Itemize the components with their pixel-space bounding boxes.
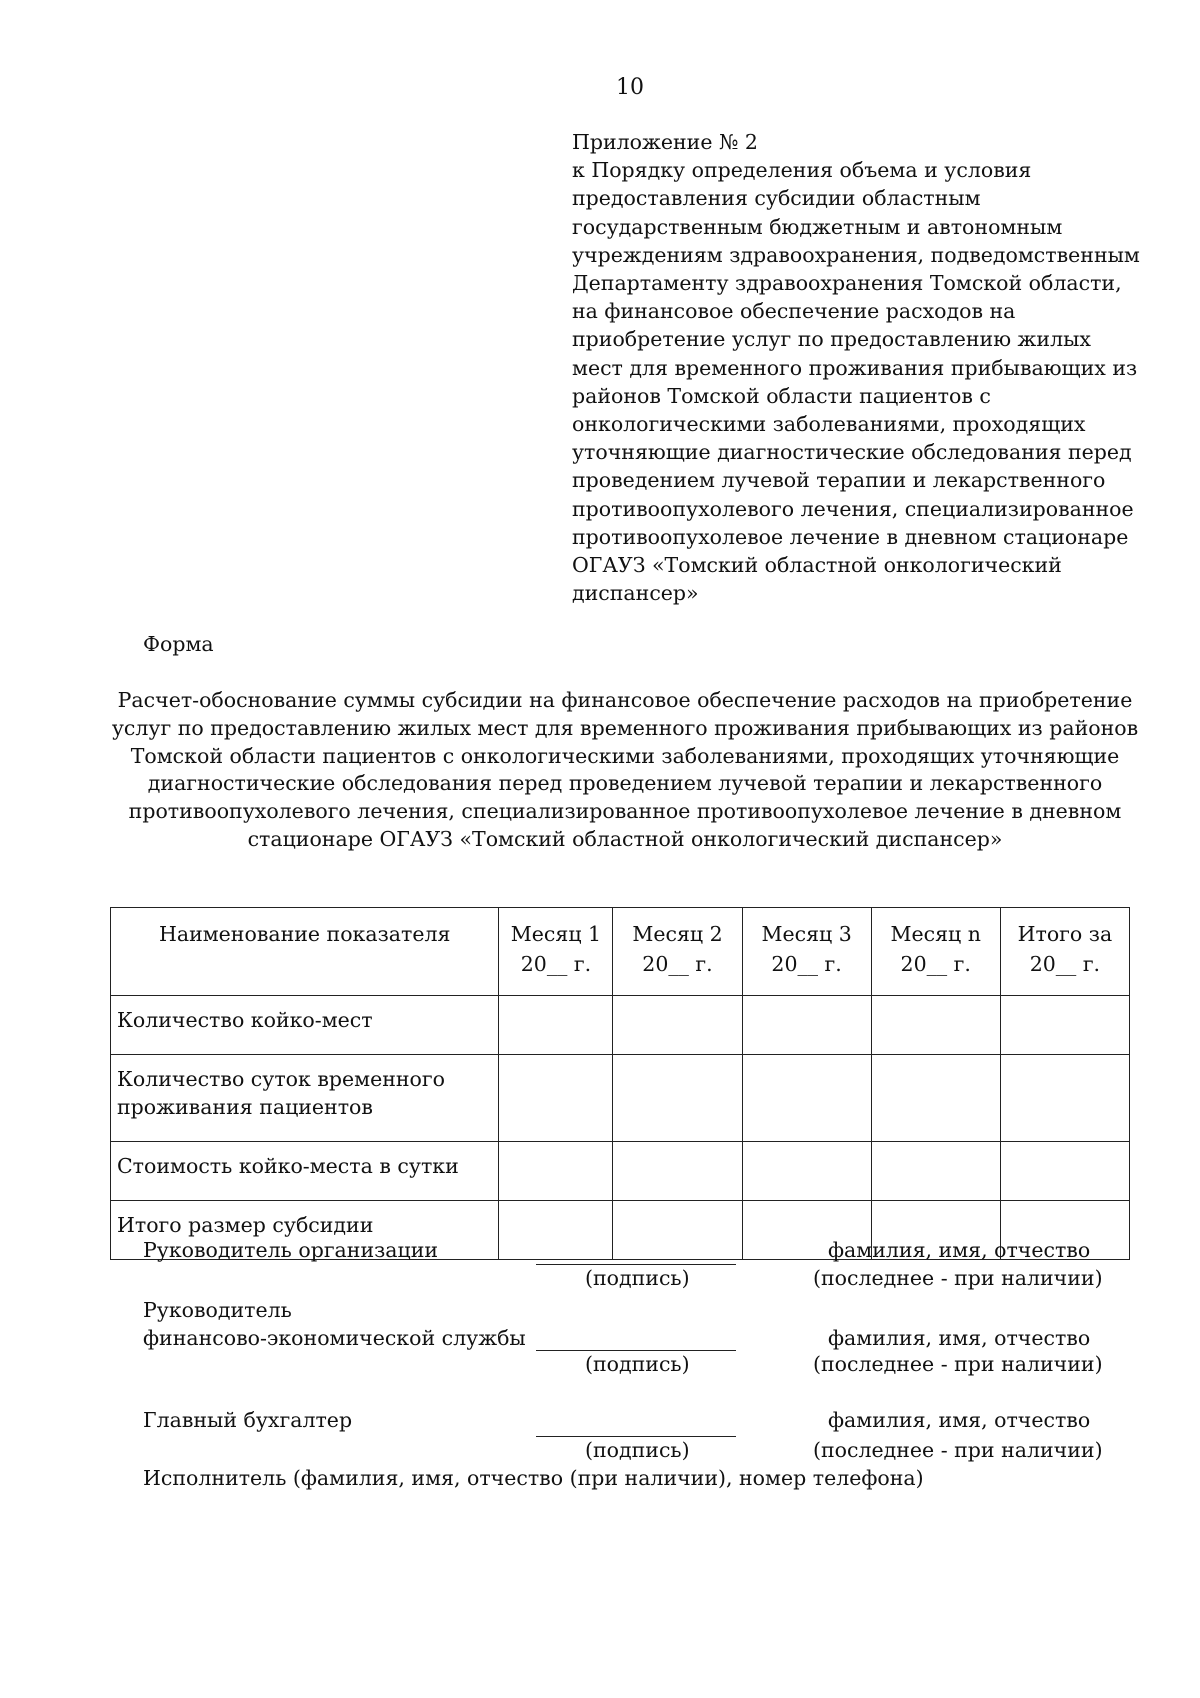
title-line: стационаре ОГАУЗ «Томский областной онкологический диспансер»	[247, 826, 1003, 851]
signature-caption: (подпись)	[585, 1352, 690, 1376]
document-title	[110, 687, 1140, 854]
table-cell	[871, 1142, 1000, 1201]
table-cell	[613, 996, 742, 1055]
title-line: Томской области пациентов с онкологическими заболеваниями, проходящих уточняющие	[130, 743, 1120, 768]
appendix-line: противоопухолевое лечение в дневном стационаре	[572, 524, 1129, 549]
header-month-1: Месяц 1 20__ г.	[499, 908, 613, 996]
signature-line	[536, 1436, 736, 1437]
table-cell	[613, 1142, 742, 1201]
indicators-table	[110, 907, 1130, 1260]
name-caption-note: (последнее - при наличии)	[813, 1352, 1103, 1376]
appendix-line: противоопухолевого лечения, специализированное	[572, 496, 1134, 521]
appendix-line: приобретение услуг по предоставлению жилых	[572, 327, 1091, 352]
table-row	[111, 1142, 1130, 1201]
appendix-line: предоставления субсидии областным	[572, 186, 981, 211]
appendix-header	[572, 128, 1140, 607]
table-row	[111, 996, 1130, 1055]
table-cell	[1000, 996, 1129, 1055]
table-cell	[1000, 1055, 1129, 1142]
table-cell	[742, 1055, 871, 1142]
appendix-line: Департаменту здравоохранения Томской области,	[572, 271, 1122, 296]
table-cell	[742, 1142, 871, 1201]
appendix-line: диспансер»	[572, 581, 699, 606]
header-indicator-name: Наименование показателя	[111, 908, 499, 996]
header-month-2: Месяц 2 20__ г.	[613, 908, 742, 996]
name-caption: фамилия, имя, отчество	[828, 1408, 1091, 1432]
header-month-n: Месяц n 20__ г.	[871, 908, 1000, 996]
title-line: диагностические обследования перед проведением лучевой терапии и лекарственного	[147, 771, 1103, 796]
appendix-line: проведением лучевой терапии и лекарственного	[572, 468, 1106, 493]
signature-accountant-title: Главный бухгалтер	[143, 1408, 353, 1432]
table-cell	[499, 996, 613, 1055]
table-cell	[1000, 1142, 1129, 1201]
executor-line: Исполнитель (фамилия, имя, отчество (при наличии), номер телефона)	[143, 1466, 924, 1490]
appendix-line: Приложение № 2	[572, 130, 758, 154]
table-cell	[499, 1201, 613, 1260]
table-cell	[613, 1055, 742, 1142]
table-cell	[871, 1055, 1000, 1142]
title-line: Расчет-обоснование суммы субсидии на финансовое обеспечение расходов на приобретение	[117, 688, 1133, 712]
row-label-bed-cost: Стоимость койко-места в сутки	[111, 1142, 499, 1201]
table-cell	[499, 1055, 613, 1142]
table-cell	[613, 1201, 742, 1260]
title-line: противоопухолевого лечения, специализированное противоопухолевое лечение в дневном	[128, 799, 1122, 824]
table-header-row	[111, 908, 1130, 996]
page-number: 10	[616, 75, 644, 100]
table-cell	[871, 996, 1000, 1055]
header-month-3: Месяц 3 20__ г.	[742, 908, 871, 996]
name-caption-note: (последнее - при наличии)	[813, 1266, 1103, 1290]
appendix-line: районов Томской области пациентов с	[572, 383, 991, 408]
appendix-line: к Порядку определения объема и условия	[572, 158, 1032, 183]
title-line: услуг по предоставлению жилых мест для временного проживания прибывающих из районов	[111, 715, 1139, 740]
signature-head-title: Руководитель организации	[143, 1238, 439, 1262]
appendix-line: ОГАУЗ «Томский областной онкологический	[572, 553, 1062, 578]
appendix-line: мест для временного проживания прибывающих из	[572, 355, 1138, 380]
table-cell	[499, 1142, 613, 1201]
appendix-line: онкологическими заболеваниями, проходящих	[572, 412, 1086, 437]
table-cell	[742, 996, 871, 1055]
appendix-line: государственным бюджетным и автономным	[572, 214, 1063, 239]
name-caption-note: (последнее - при наличии)	[813, 1438, 1103, 1462]
row-label-days-count: Количество суток временного проживания пациентов	[111, 1055, 499, 1142]
appendix-line: учреждениям здравоохранения, подведомственным	[572, 242, 1140, 267]
signature-finance-title: Руководитель	[143, 1298, 292, 1322]
appendix-line: уточняющие диагностические обследования перед	[572, 440, 1132, 465]
signature-finance-title-2: финансово-экономической службы	[143, 1326, 526, 1350]
appendix-line: на финансовое обеспечение расходов на	[572, 299, 1016, 324]
name-caption: фамилия, имя, отчество	[828, 1326, 1091, 1350]
table-row	[111, 1055, 1130, 1142]
row-label-subsidy-total: Итого размер субсидии	[111, 1201, 499, 1260]
header-total: Итого за 20__ г.	[1000, 908, 1129, 996]
signature-caption: (подпись)	[585, 1438, 690, 1462]
signature-line	[536, 1264, 736, 1265]
signature-caption: (подпись)	[585, 1266, 690, 1290]
signature-line	[536, 1350, 736, 1351]
form-label: Форма	[143, 632, 214, 656]
row-label-bed-count: Количество койко-мест	[111, 996, 499, 1055]
name-caption: фамилия, имя, отчество	[828, 1238, 1091, 1262]
